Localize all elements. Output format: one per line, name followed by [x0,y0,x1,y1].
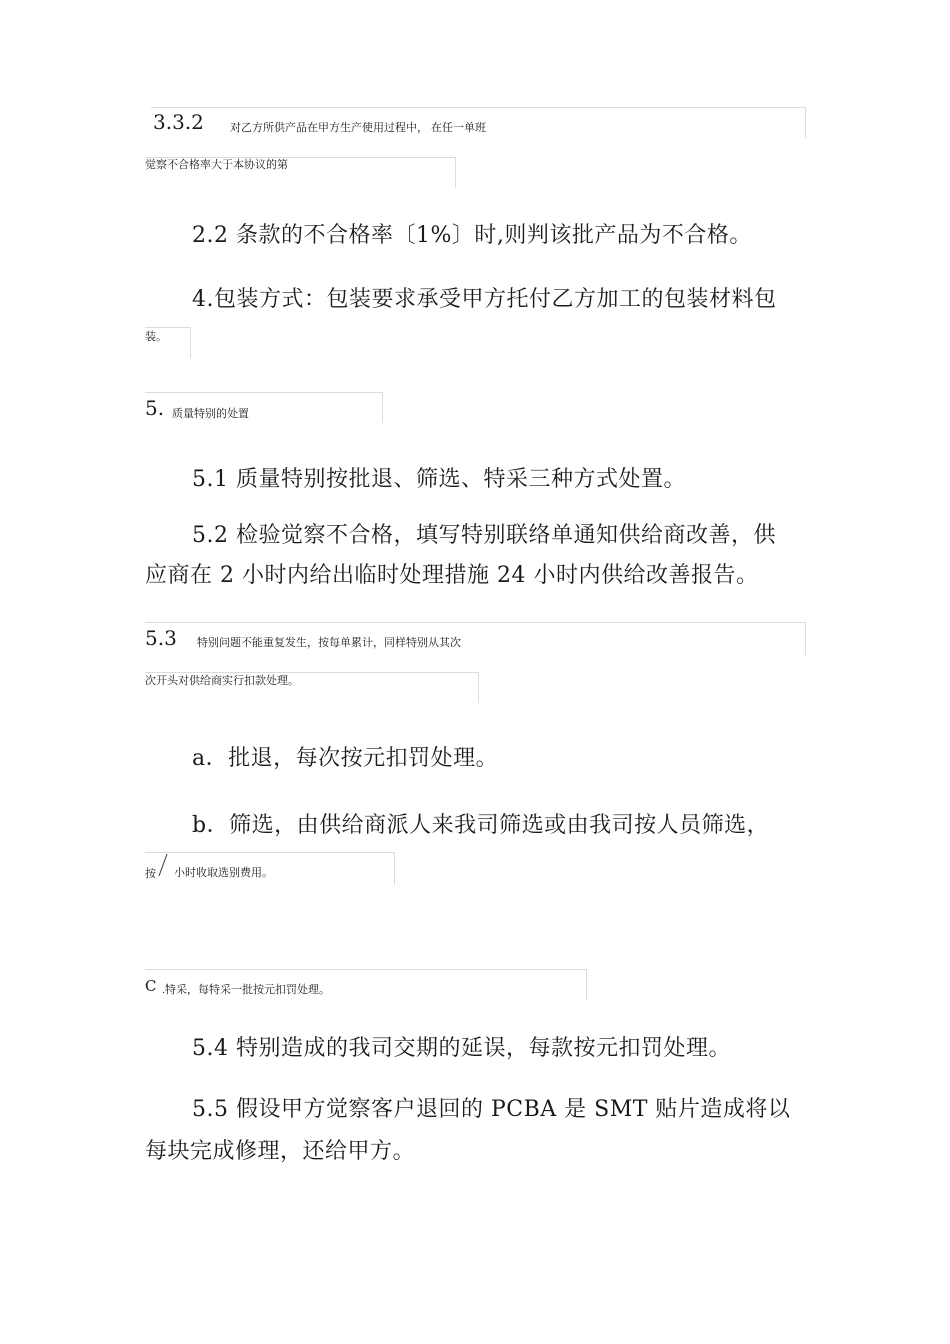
paragraph-5-2-line2: 应商在 2 小时内给出临时处理措施 24 小时内供给改善报告。 [145,563,759,588]
paragraph-5-5-line1: 5.5 假设甲方觉察客户退回的 PCBA 是 SMT 贴片造成将以 [192,1097,791,1122]
paragraph-5-5-line2: 每块完成修理，还给甲方。 [145,1139,416,1164]
item-b-cont-prefix: 按 [145,868,156,880]
section-5-title: 质量特别的处置 [172,408,249,420]
item-b-continuation: 小时收取选别费用。 [174,867,273,879]
section-332-number: 3.3.2 [153,110,204,134]
paragraph-5-2-line1: 5.2 检验觉察不合格，填写特别联络单通知供给商改善，供 [192,523,776,548]
section-53-text: 特别问题不能重复发生，按每单累计，同样特别从其次 [197,637,461,649]
section-5-number: 5. [145,396,165,420]
paragraph-4-line2: 装。 [145,331,167,343]
item-a: a．批退，每次按元扣罚处理。 [192,746,499,771]
item-c-letter: C [145,977,157,995]
paragraph-5-1: 5.1 质量特别按批退、筛选、特采三种方式处置。 [192,467,686,492]
item-b: b．筛选，由供给商派人来我司筛选或由我司按人员筛选， [192,813,770,838]
section-53-continuation: 次开头对供给商实行扣款处理。 [145,675,299,687]
section-53-number: 5.3 [145,626,177,650]
section-332-continuation: 觉察不合格率大于本协议的第 [145,159,288,171]
section-332-text: 对乙方所供产品在甲方生产使用过程中， 在任一单班 [230,122,487,134]
slash-mark [157,852,169,878]
item-c-text: .特采，每特采一批按元扣罚处理。 [162,984,331,996]
paragraph-5-4: 5.4 特别造成的我司交期的延误，每款按元扣罚处理。 [192,1036,731,1061]
paragraph-4-line1: 4.包装方式：包装要求承受甲方托付乙方加工的包装材料包 [192,287,777,312]
paragraph-2-2: 2.2 条款的不合格率〔1%〕时,则判该批产品为不合格。 [192,223,752,248]
